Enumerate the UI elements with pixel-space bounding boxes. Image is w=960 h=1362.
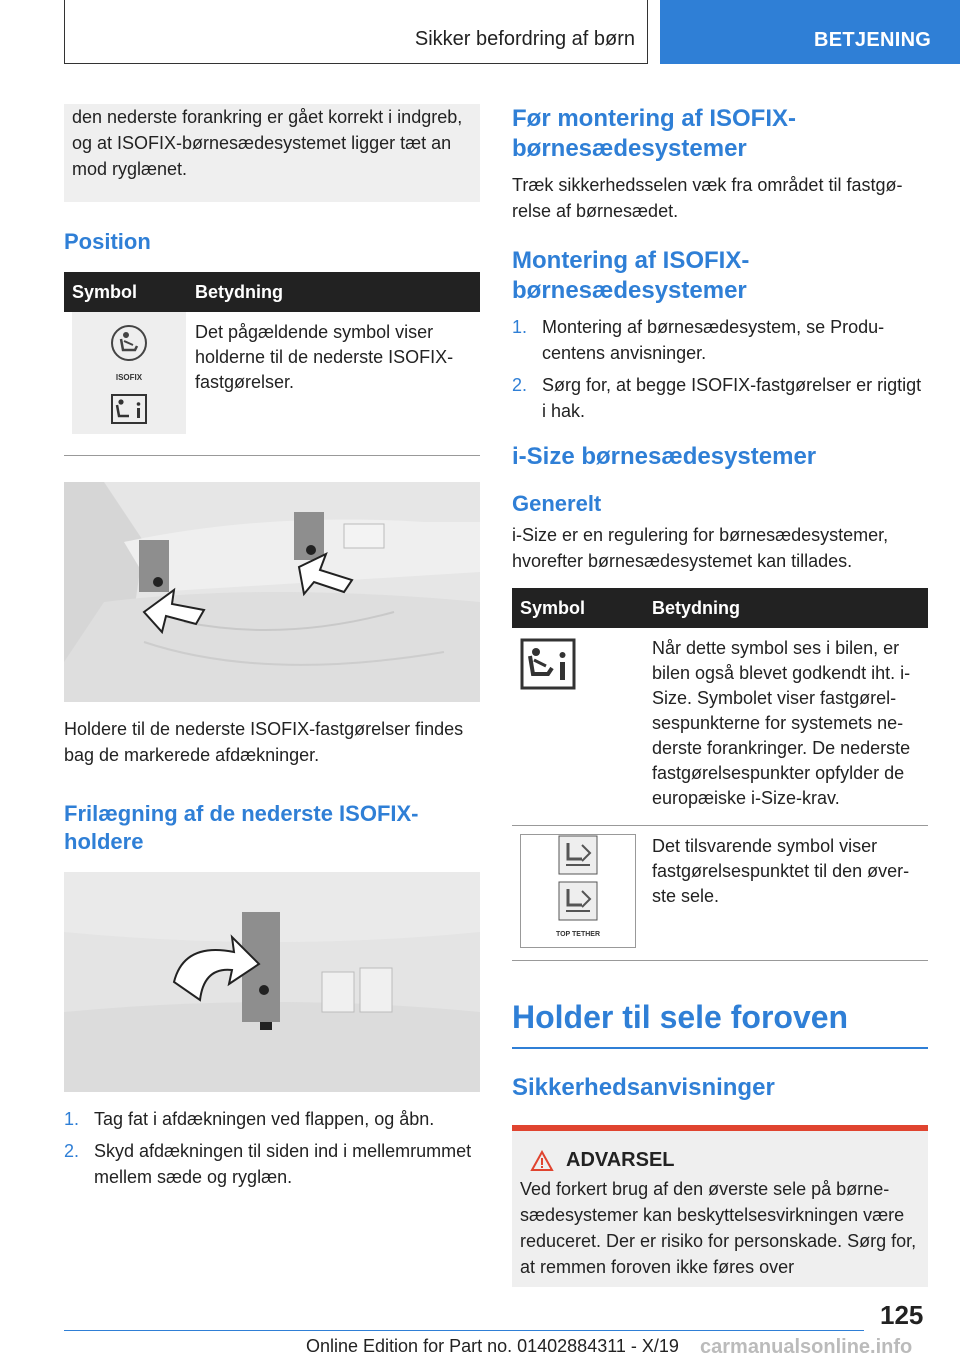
col-symbol-header: Symbol: [512, 588, 644, 628]
isofix-label: ISOFIX: [115, 372, 143, 382]
mount-heading: Montering af ISOFIX-børnesædesystemer: [512, 247, 750, 304]
step-text: Sørg for, at begge ISOFIX-fastgørelser er rigtigt i hak.: [542, 375, 922, 421]
meaning-cell: Det pågældende symbol viser holderne til de nederste ISOFIX-fastgørelser.: [187, 312, 480, 456]
meaning-cell: Det tilsvarende symbol viser fastgørelsespunktet til den øverste sele.: [644, 826, 928, 961]
continued-note: den nederste forankring er gået korrekt i indgreb, og at ISOFIX-børnesædesystemet ligger tæt an mod ryglænet.: [64, 104, 480, 202]
isofix-symbol-table: [64, 272, 480, 456]
warning-box: [512, 1125, 928, 1287]
step-text: Skyd afdækningen til siden ind i mellemrummet mellem sæde og ryglæn.: [94, 1141, 472, 1187]
col-meaning-header: Betydning: [187, 272, 480, 312]
top-tether-icon-box: [520, 834, 636, 948]
release-steps: [64, 1106, 480, 1190]
isofix-icon: [72, 312, 186, 434]
child-seat-icon: [109, 323, 149, 363]
seat-illustration: [64, 482, 480, 702]
step-text: Tag fat i afdækningen ved flappen, og åbn.: [94, 1109, 435, 1129]
chapter-tab: BETJENING: [660, 0, 960, 64]
edition-text: Online Edition for Part no. 01402884311 - X/19: [306, 1336, 679, 1356]
top-tether-icon: [558, 835, 598, 875]
table-row: [512, 826, 928, 961]
step-number: 1.: [64, 1109, 80, 1129]
isofix-anchor-photo: [64, 482, 480, 702]
section-title: Sikker befordring af børn: [414, 28, 635, 50]
warning-bar: [512, 1125, 928, 1131]
warning-title-row: [520, 1149, 920, 1172]
chapter-heading: Holder til sele foroven: [512, 999, 849, 1035]
top-tether-label: TOP TETHER: [555, 931, 601, 938]
header-box: [64, 0, 648, 64]
warning-title: ADVARSEL: [566, 1149, 675, 1171]
step-number: 1.: [512, 317, 528, 337]
col-meaning-header: Betydning: [644, 588, 928, 628]
photo-caption: Holdere til de nederste ISOFIX-fastgørelser findes bag de markerede afdækninger.: [64, 719, 464, 765]
isize-symbol-table: [512, 588, 928, 961]
position-heading: Position: [64, 229, 151, 254]
col-symbol-header: Symbol: [64, 272, 187, 312]
table-row: [512, 628, 928, 826]
before-mount-text: Træk sikkerhedsselen væk fra området til fastgørelse af børnesædet.: [512, 175, 903, 221]
page-number: 125: [880, 1300, 924, 1330]
list-item: [64, 1138, 480, 1190]
top-tether-icon-2: [558, 881, 598, 921]
general-text: i-Size er en regulering for børnesædesystemer, hvorefter børnesædesystemet kan tillades.: [512, 525, 889, 571]
list-item: [64, 1106, 480, 1132]
warning-icon: [530, 1150, 554, 1172]
release-heading: Frilægning af de nederste ISOFIX-holdere: [64, 801, 419, 854]
right-column: [512, 104, 928, 1287]
watermark: carmanualsonline.info: [700, 1336, 913, 1358]
safety-heading: Sikkerhedsanvisninger: [512, 1074, 775, 1101]
chapter-rule: [512, 1047, 928, 1049]
seat-cover-illustration: [64, 872, 480, 1092]
table-row: [64, 312, 480, 456]
step-number: 2.: [512, 375, 528, 395]
left-column: [64, 104, 480, 1196]
isize-heading: i-Size børnesædesystemer: [512, 443, 817, 470]
list-item: [512, 372, 928, 424]
isize-icon: [520, 638, 576, 690]
step-number: 2.: [64, 1141, 80, 1161]
mount-steps: [512, 314, 928, 424]
footer-rule: [64, 1330, 864, 1331]
meaning-cell: Når dette symbol ses i bilen, er bilen også blevet godkendt iht. i-Size. Symbolet viser fastgørelsespunkterne for systemets nederste forankringer. De nederste fastgørelsespunkter opfylder de europæiske i-Size-krav.: [644, 628, 928, 826]
cover-release-photo: [64, 872, 480, 1092]
before-mount-heading: Før montering af ISOFIX-børnesædesystemer: [512, 105, 797, 162]
list-item: [512, 314, 928, 366]
warning-text: Ved forkert brug af den øverste sele på børnesædesystemer kan beskyttelsesvirkningen være reduceret. Der er risiko for personskade. Sørg for, at remmen foroven ikke føres over: [520, 1179, 917, 1277]
step-text: Montering af børnesædesystem, se Producentens anvisninger.: [542, 317, 885, 363]
isize-icon: [111, 394, 147, 424]
general-heading: Generelt: [512, 491, 602, 516]
